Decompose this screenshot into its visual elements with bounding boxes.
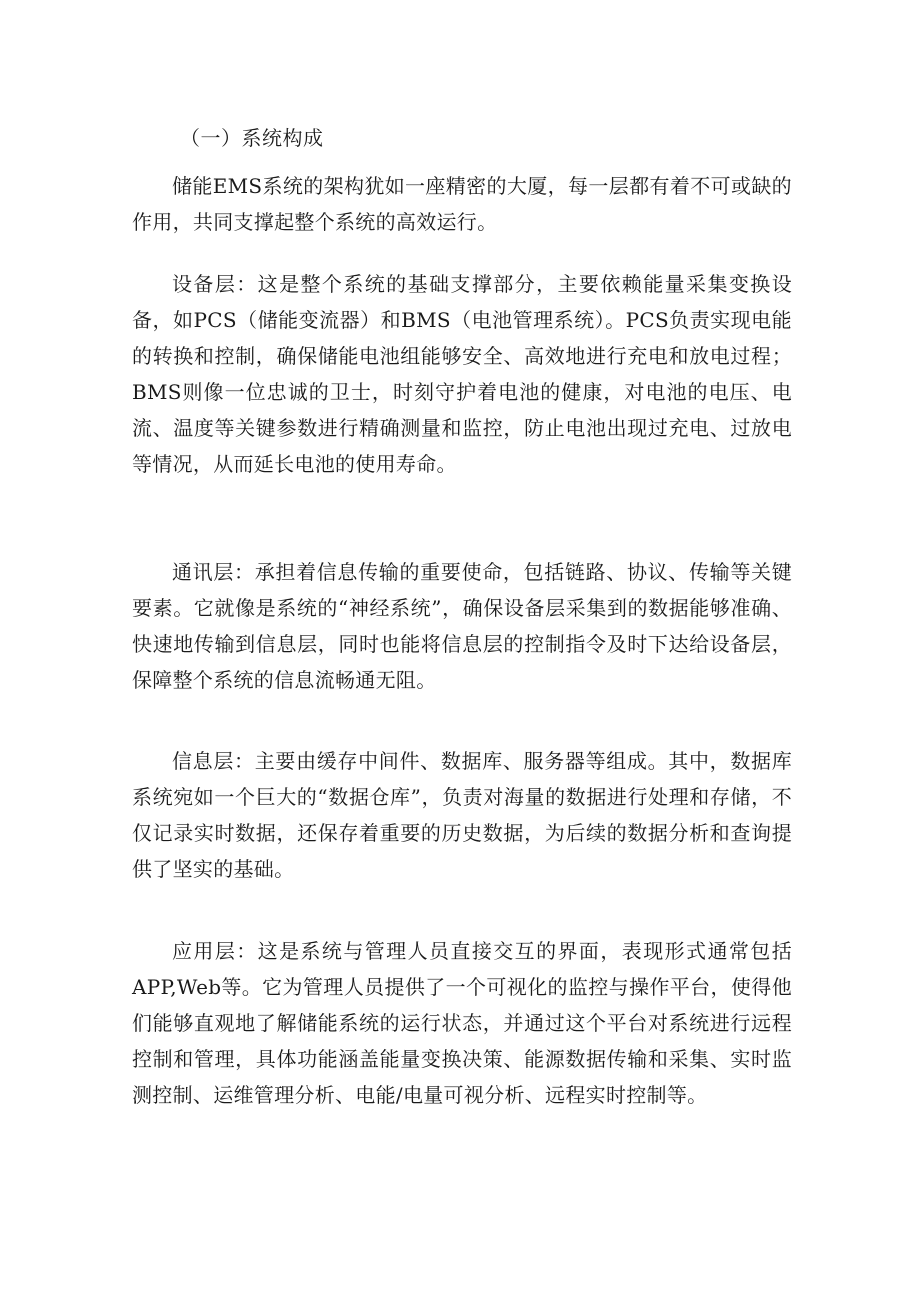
paragraph-application-layer: 应用层：这是系统与管理人员直接交互的界面，表现形式通常包括APP,Web等。它为管理人员提供了一个可视化的监控与操作平台，使得他们能够直观地了解储能系统的运行状态，并通过这个平台对系统进行远程控制和管理，具体功能涵盖能量变换决策、能源数据传输和采集、实时监测控制、运维管理分析、电能/电量可视分析、远程实时控制等。 [132,939,792,1107]
section-heading: （一）系统构成 [180,126,324,150]
paragraph-communication-layer: 通讯层：承担着信息传输的重要使命，包括链路、协议、传输等关键要素。它就像是系统的“神经系统”，确保设备层采集到的数据能够准确、快速地传输到信息层，同时也能将信息层的控制指令及时下达给设备层，保障整个系统的信息流畅通无阻。 [132,560,792,692]
paragraph-intro: 储能EMS系统的架构犹如一座精密的大厦，每一层都有着不可或缺的作用，共同支撑起整个系统的高效运行。 [132,174,792,234]
paragraph-device-layer: 设备层：这是整个系统的基础支撑部分，主要依赖能量采集变换设备，如PCS（储能变流器）和BMS（电池管理系统）。PCS负责实现电能的转换和控制，确保储能电池组能够安全、高效地进行充电和放电过程；BMS则像一位忠诚的卫士，时刻守护着电池的健康，对电池的电压、电流、温度等关键参数进行精确测量和监控，防止电池出现过充电、过放电等情况，从而延长电池的使用寿命。 [132,272,792,476]
paragraph-information-layer: 信息层：主要由缓存中间件、数据库、服务器等组成。其中，数据库系统宛如一个巨大的“数据仓库”，负责对海量的数据进行处理和存储，不仅记录实时数据，还保存着重要的历史数据，为后续的数据分析和查询提供了坚实的基础。 [132,749,792,881]
